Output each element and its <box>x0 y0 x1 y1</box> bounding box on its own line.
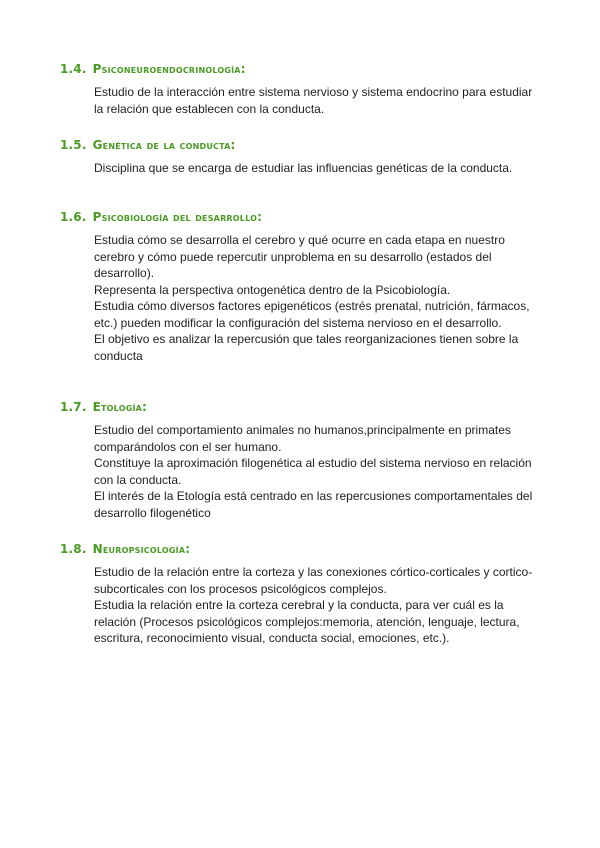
section-title-colon: : <box>240 62 246 76</box>
paragraph: Estudio del comportamiento animales no humanos,principalmente en primates comparándolos con el ser humano. <box>94 423 511 454</box>
section-heading <box>60 136 540 154</box>
section-heading <box>60 540 540 558</box>
section-etologia <box>60 398 540 521</box>
section-number: 1.8. <box>60 542 87 556</box>
section-number: 1.7. <box>60 400 87 414</box>
paragraph: Disciplina que se encarga de estudiar las influencias genéticas de la conducta. <box>94 161 513 175</box>
section-title: Etología <box>92 400 143 414</box>
paragraph: El interés de la Etología está centrado en las repercusiones comportamentales del desarrollo filogenético <box>94 489 533 520</box>
paragraph: Estudia la relación entre la corteza cerebral y la conducta, para ver cuál es la relación (Procesos psicológicos complejos:memoria, atención, lenguaje, lectura, escritura, reconocimiento visual, conducta social, emociones, etc.). <box>94 598 520 645</box>
section-psiconeuroendocrinologia <box>60 60 540 117</box>
paragraph: Representa la perspectiva ontogenética dentro de la Psicobiología. <box>94 282 451 297</box>
section-number: 1.6. <box>60 210 87 224</box>
section-heading <box>60 60 540 78</box>
section-title-colon: : <box>142 400 148 414</box>
section-title: Psicobiología del desarrollo <box>92 210 258 224</box>
section-body <box>94 84 540 117</box>
paragraph: El objetivo es analizar la repercusión que tales reorganizaciones tienen sobre la conducta <box>94 332 519 363</box>
section-title-colon: : <box>257 210 263 224</box>
section-title-colon: : <box>230 138 236 152</box>
paragraph: Estudia cómo se desarrolla el cerebro y qué ocurre en cada etapa en nuestro cerebro y cómo puede repercutir unproblema en su desarrollo (estados del desarrollo). <box>94 233 505 280</box>
paragraph: Constituye la aproximación filogenética al estudio del sistema nervioso en relación con la conducta. <box>94 456 532 487</box>
section-body <box>94 160 540 177</box>
section-heading <box>60 398 540 416</box>
section-number: 1.4. <box>60 62 87 76</box>
section-title: Psiconeuroendocrinología <box>92 62 241 76</box>
paragraph: Estudio de la interacción entre sistema nervioso y sistema endocrino para estudiar la relación que establecen con la conducta. <box>94 85 533 116</box>
section-body <box>94 232 540 364</box>
section-title-colon: : <box>185 542 191 556</box>
section-body <box>94 422 540 521</box>
section-genetica-conducta <box>60 136 540 177</box>
section-psicobiologia-desarrollo <box>60 208 540 364</box>
section-neuropsicologia <box>60 540 540 647</box>
section-number: 1.5. <box>60 138 87 152</box>
section-heading <box>60 208 540 226</box>
section-title: Neuropsicología <box>92 542 186 556</box>
paragraph: Estudia cómo diversos factores epigenéticos (estrés prenatal, nutrición, fármacos, etc.) pueden modificar la configuración del sistema nervioso en el desarrollo. <box>94 299 530 330</box>
section-body <box>94 564 540 647</box>
section-title: Genética de la conducta <box>92 138 231 152</box>
paragraph: Estudio de la relación entre la corteza y las conexiones córtico-corticales y cortico-subcorticales con los procesos psicológicos complejos. <box>94 565 533 596</box>
